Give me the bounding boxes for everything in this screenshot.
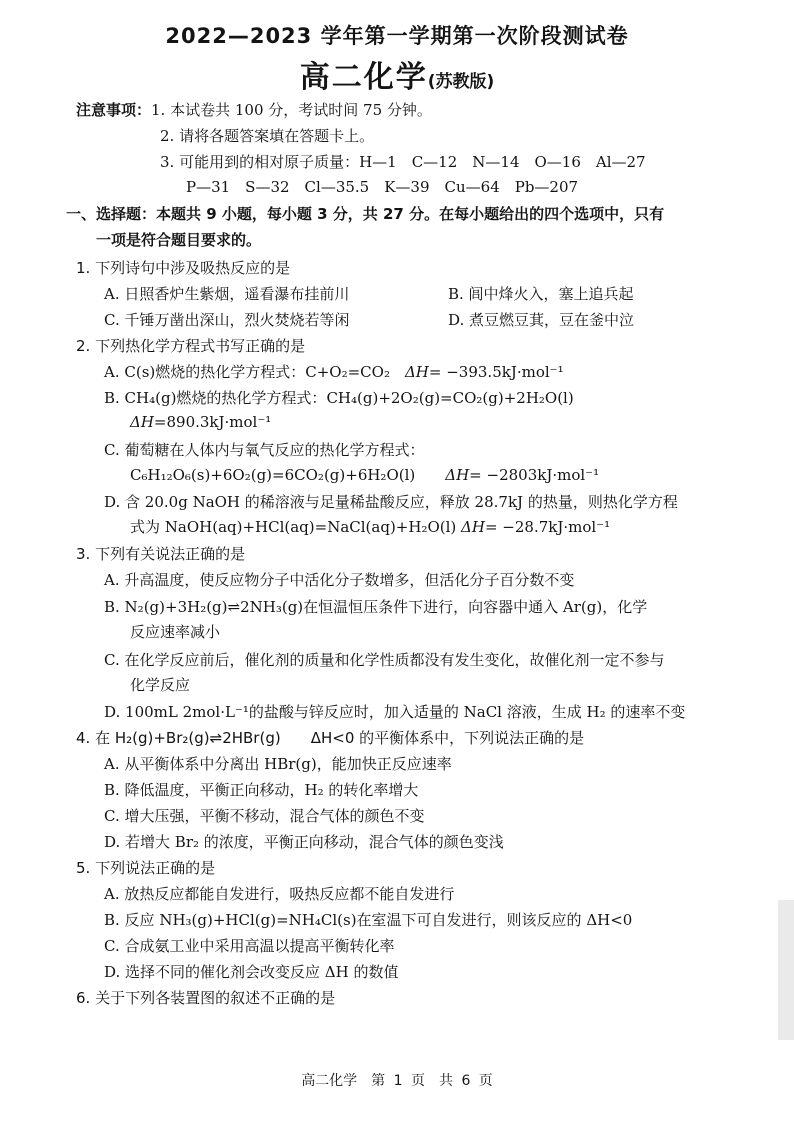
question-4-option-b: B. 降低温度，平衡正向移动，H₂ 的转化率增大 bbox=[104, 781, 419, 799]
scan-edge-artifact bbox=[778, 900, 794, 1040]
question-5-stem: 5. 下列说法正确的是 bbox=[76, 859, 216, 877]
question-2-stem: 2. 下列热化学方程式书写正确的是 bbox=[76, 337, 306, 355]
section-heading-cont: 一项是符合题目要求的。 bbox=[96, 231, 262, 249]
question-1-option-b: B. 闾中烽火入，塞上追兵起 bbox=[448, 285, 634, 303]
delta-h-symbol: ΔH bbox=[445, 466, 470, 484]
edition-label: (苏教版) bbox=[427, 72, 495, 92]
question-2-option-c-equation bbox=[130, 465, 599, 485]
notice-item-3: 3. 可能用到的相对原子质量：H—1 C—12 N—14 O—16 Al—27 bbox=[160, 153, 646, 171]
option-text: A. C(s)燃烧的热化学方程式：C+O₂=CO₂ bbox=[104, 363, 405, 381]
notice-label: 注意事项： bbox=[76, 101, 152, 119]
question-5-option-a: A. 放热反应都能自发进行，吸热反应都不能自发进行 bbox=[104, 885, 455, 903]
notice-line-1 bbox=[76, 100, 432, 120]
question-5-option-b: B. 反应 NH₃(g)+HCl(g)=NH₄Cl(s)在室温下可自发进行，则该反应的 ΔH<0 bbox=[104, 911, 633, 929]
enthalpy-value: = −28.7kJ·mol⁻¹ bbox=[484, 518, 611, 536]
notice-item-1: 1. 本试卷共 100 分，考试时间 75 分钟。 bbox=[151, 101, 432, 119]
question-5-option-c: C. 合成氨工业中采用高温以提高平衡转化率 bbox=[104, 937, 395, 955]
question-1-option-c: C. 千锤万凿出深山，烈火焚烧若等闲 bbox=[104, 311, 350, 329]
question-1-option-a: A. 日照香炉生紫烟，遥看瀑布挂前川 bbox=[104, 285, 350, 303]
question-4-stem: 4. 在 H₂(g)+Br₂(g)⇌2HBr(g) ΔH<0 的平衡体系中，下列说法正确的是 bbox=[76, 729, 585, 747]
subject-name: 高二化学 bbox=[299, 60, 428, 95]
equation-text: C₆H₁₂O₆(s)+6O₂(g)=6CO₂(g)+6H₂O(l) bbox=[130, 466, 446, 484]
delta-h-symbol: ΔH bbox=[461, 518, 485, 536]
question-3-option-d: D. 100mL 2mol·L⁻¹的盐酸与锌反应时，加入适量的 NaCl 溶液，生成 H₂ 的速率不变 bbox=[104, 703, 686, 721]
section-heading: 一、选择题：本题共 9 小题，每小题 3 分，共 27 分。在每小题给出的四个选项中，只有 bbox=[66, 205, 665, 223]
question-1-stem: 1. 下列诗句中涉及吸热反应的是 bbox=[76, 259, 291, 277]
question-6-stem: 6. 关于下列各装置图的叙述不正确的是 bbox=[76, 989, 336, 1007]
delta-h-symbol: ΔH bbox=[130, 413, 154, 431]
question-4-option-a: A. 从平衡体系中分离出 HBr(g)，能加快正反应速率 bbox=[104, 755, 452, 773]
enthalpy-value: = −2803kJ·mol⁻¹ bbox=[469, 466, 600, 484]
notice-item-2: 2. 请将各题答案填在答题卡上。 bbox=[160, 127, 375, 145]
question-4-option-c: C. 增大压强，平衡不移动，混合气体的颜色不变 bbox=[104, 807, 425, 825]
question-3-option-b-cont: 反应速率减小 bbox=[130, 623, 221, 641]
question-1-option-d: D. 煮豆燃豆萁，豆在釜中泣 bbox=[448, 311, 635, 329]
page-footer: 高二化学 第 1 页 共 6 页 bbox=[301, 1073, 493, 1089]
question-2-option-d: D. 含 20.0g NaOH 的稀溶液与足量稀盐酸反应，释放 28.7kJ 的热量，则热化学方程 bbox=[104, 493, 678, 511]
question-2-option-c: C. 葡萄糖在人体内与氧气反应的热化学方程式： bbox=[104, 441, 425, 459]
enthalpy-value: = −393.5kJ·mol⁻¹ bbox=[428, 363, 564, 381]
question-2-option-d-equation bbox=[130, 517, 610, 537]
exam-title: 2022—2023 学年第一学期第一次阶段测试卷 bbox=[165, 24, 629, 48]
equation-text: 式为 NaOH(aq)+HCl(aq)=NaCl(aq)+H₂O(l) bbox=[130, 518, 462, 536]
question-2-option-b: B. CH₄(g)燃烧的热化学方程式：CH₄(g)+2O₂(g)=CO₂(g)+2H₂O(l) bbox=[104, 389, 574, 407]
subject-title bbox=[0, 52, 794, 96]
notice-item-3-cont: P—31 S—32 Cl—35.5 K—39 Cu—64 Pb—207 bbox=[186, 178, 579, 196]
enthalpy-value: =890.3kJ·mol⁻¹ bbox=[153, 413, 272, 431]
question-2-option-a bbox=[104, 362, 564, 382]
question-3-option-b: B. N₂(g)+3H₂(g)⇌2NH₃(g)在恒温恒压条件下进行，向容器中通入 Ar(g)，化学 bbox=[104, 598, 648, 616]
question-3-option-c: C. 在化学反应前后，催化剂的质量和化学性质都没有发生变化，故催化剂一定不参与 bbox=[104, 651, 665, 669]
question-3-stem: 3. 下列有关说法正确的是 bbox=[76, 545, 246, 563]
question-4-option-d: D. 若增大 Br₂ 的浓度，平衡正向移动，混合气体的颜色变浅 bbox=[104, 833, 504, 851]
question-3-option-c-cont: 化学反应 bbox=[130, 676, 191, 694]
question-5-option-d: D. 选择不同的催化剂会改变反应 ΔH 的数值 bbox=[104, 963, 399, 981]
question-3-option-a: A. 升高温度，使反应物分子中活化分子数增多，但活化分子百分数不变 bbox=[104, 571, 575, 589]
delta-h-symbol: ΔH bbox=[404, 363, 429, 381]
question-2-option-b-value bbox=[130, 412, 271, 432]
